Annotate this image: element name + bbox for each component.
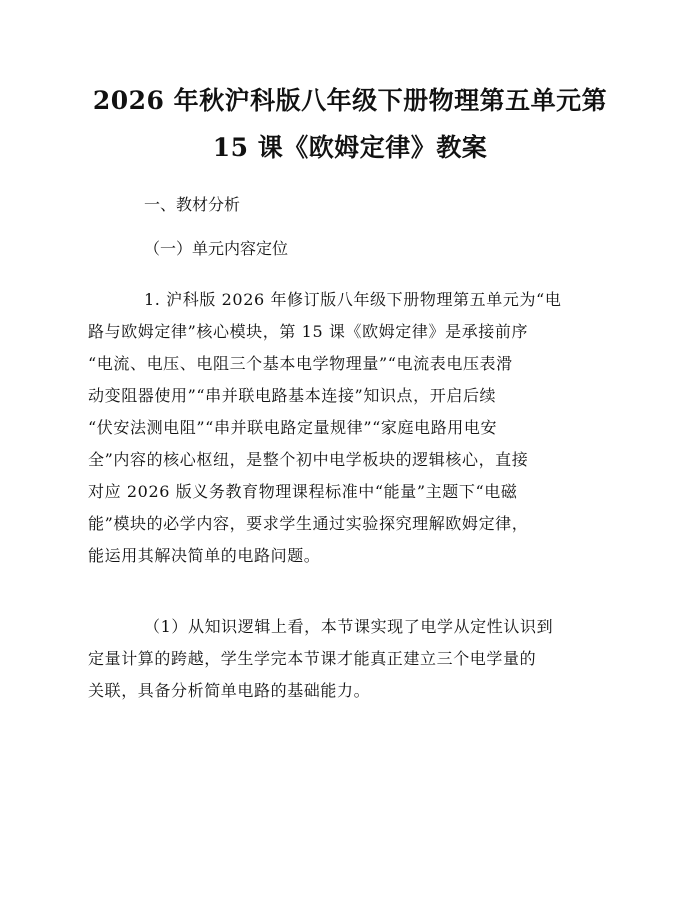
paragraph-line: “电流、电压、电阻三个基本电学物理量”“电流表电压表滑 — [88, 354, 513, 373]
paragraph-line: 动变阻器使用”“串并联电路基本连接”知识点，开启后续 — [88, 386, 497, 405]
document-title-line-1: 2026 年秋沪科版八年级下册物理第五单元第 — [92, 86, 608, 115]
paragraph-line: （1）从知识逻辑上看，本节课实现了电学从定性认识到 — [144, 617, 554, 636]
paragraph-line: 1. 沪科版 2026 年修订版八年级下册物理第五单元为“电 — [144, 290, 562, 309]
paragraph-line: 定量计算的跨越，学生学完本节课才能真正建立三个电学量的 — [88, 649, 537, 668]
section-heading: 一、教材分析 — [144, 195, 241, 214]
paragraph-line: “伏安法测电阻”“串并联电路定量规律”“家庭电路用电安 — [88, 418, 498, 437]
paragraph-unit-positioning — [88, 284, 618, 572]
subsection-heading: （一）单元内容定位 — [144, 239, 289, 258]
paragraph-knowledge-logic — [88, 611, 618, 707]
paragraph-line: 能”模块的必学内容，要求学生通过实验探究理解欧姆定律， — [88, 514, 529, 533]
paragraph-line: 全”内容的核心枢纽，是整个初中电学板块的逻辑核心，直接 — [88, 450, 529, 469]
paragraph-line: 关联，具备分析简单电路的基础能力。 — [88, 681, 371, 700]
document-title-line-2: 15 课《欧姆定律》教案 — [212, 133, 488, 162]
paragraph-line: 路与欧姆定律”核心模块，第 15 课《欧姆定律》是承接前序 — [88, 322, 529, 341]
paragraph-line: 能运用其解决简单的电路问题。 — [88, 546, 321, 565]
paragraph-line: 对应 2026 版义务教育物理课程标准中“能量”主题下“电磁 — [88, 482, 518, 501]
